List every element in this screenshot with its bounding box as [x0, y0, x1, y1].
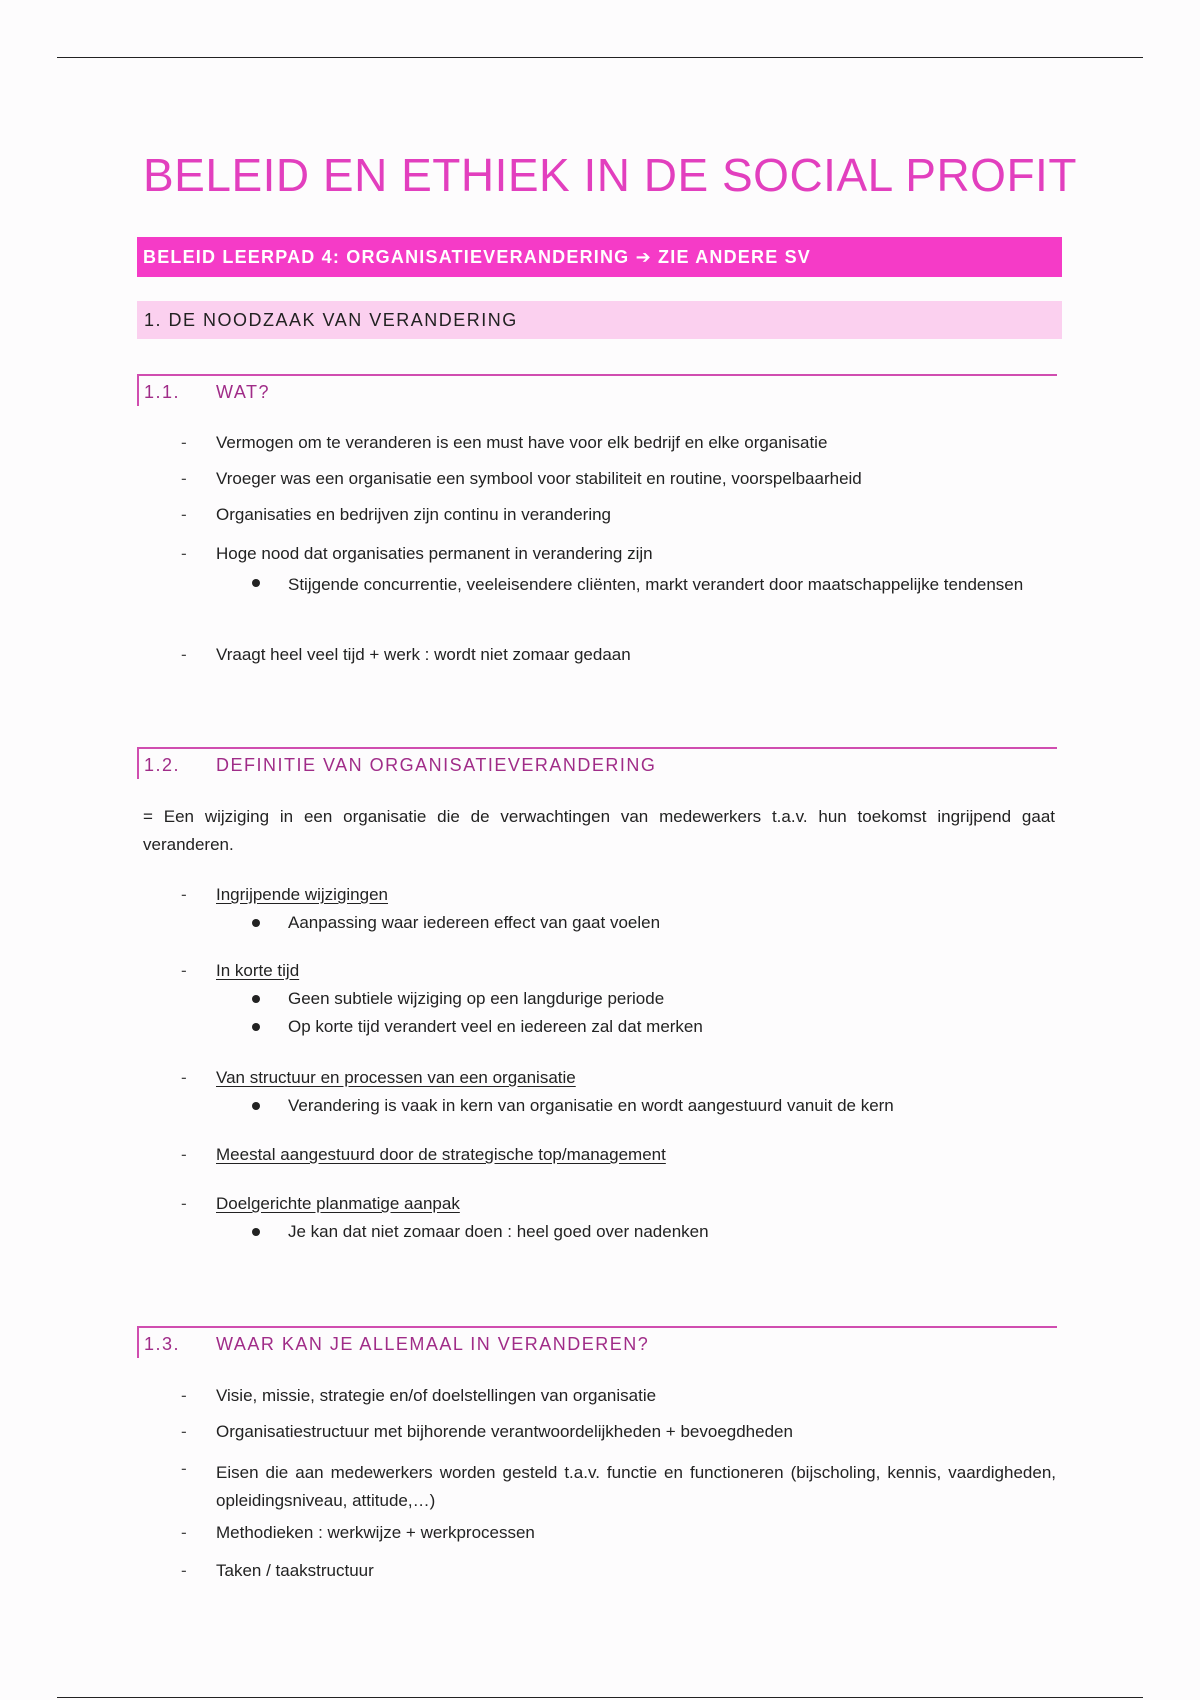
footer-rule: [57, 1697, 1143, 1698]
subheading-number: 1.2.: [144, 755, 181, 775]
dash-marker: -: [181, 1068, 187, 1087]
dash-marker: -: [181, 885, 187, 904]
list-item: Eisen die aan medewerkers worden gesteld t.a.v. functie en functioneren (bijscholing, kennis, vaardigheden, opleidingsniveau, attitude,…): [216, 1463, 1056, 1510]
bullet-icon: [252, 579, 260, 587]
list-item: Doelgerichte planmatige aanpak: [216, 1194, 460, 1213]
list-item: Vroeger was een organisatie een symbool voor stabiliteit en routine, voorspelbaarheid: [216, 469, 862, 488]
sub-list-item: Verandering is vaak in kern van organisatie en wordt aangestuurd vanuit de kern: [288, 1096, 894, 1115]
list-item: Ingrijpende wijzigingen: [216, 885, 389, 904]
dash-marker: -: [181, 505, 187, 524]
definition-text: = Een wijziging in een organisatie die de verwachtingen van medewerkers t.a.v. hun toekomst ingrijpend gaat veranderen.: [143, 807, 1055, 854]
list-item: Taken / taakstructuur: [216, 1561, 374, 1580]
subheading-title: WAT?: [216, 382, 270, 402]
dash-marker: -: [181, 433, 187, 452]
bullet-icon: [252, 1023, 260, 1031]
document-title: BELEID EN ETHIEK IN DE SOCIAL PROFIT: [143, 149, 1077, 201]
subheading-title: WAAR KAN JE ALLEMAAL IN VERANDEREN?: [216, 1334, 650, 1354]
dash-marker: -: [181, 645, 187, 664]
section-heading-1: 1. DE NOODZAAK VAN VERANDERING: [137, 301, 1062, 339]
list-item: Organisaties en bedrijven zijn continu in verandering: [216, 505, 612, 524]
subheading-number: 1.3.: [144, 1334, 181, 1354]
dash-marker: -: [181, 1194, 187, 1213]
list-item: Vraagt heel veel tijd + werk : wordt niet zomaar gedaan: [216, 645, 631, 664]
dash-marker: -: [181, 469, 187, 488]
list-item: Methodieken : werkwijze + werkprocessen: [216, 1523, 535, 1542]
list-item: In korte tijd: [216, 961, 300, 980]
dash-marker: -: [181, 1561, 187, 1580]
leerpad-banner: BELEID LEERPAD 4: ORGANISATIEVERANDERING ➔ ZIE ANDERE SV: [137, 237, 1062, 277]
sub-list-item: Stijgende concurrentie, veeleisendere cliënten, markt verandert door maatschappelijke tendensen: [288, 575, 1024, 594]
dash-marker: -: [181, 961, 187, 980]
dash-marker: -: [181, 1459, 187, 1478]
list-item: Meestal aangestuurd door de strategische top/management: [216, 1145, 666, 1164]
dash-marker: -: [181, 1523, 187, 1542]
list-item: Organisatiestructuur met bijhorende verantwoordelijkheden + bevoegdheden: [216, 1422, 793, 1441]
list-item: Visie, missie, strategie en/of doelstellingen van organisatie: [216, 1386, 657, 1405]
bullet-icon: [252, 995, 260, 1003]
sub-list-item: Op korte tijd verandert veel en iedereen zal dat merken: [288, 1017, 703, 1036]
subheading-title: DEFINITIE VAN ORGANISATIEVERANDERING: [216, 755, 657, 775]
bullet-icon: [252, 919, 260, 927]
subheading-1-3: [137, 1326, 1057, 1358]
header-rule: [57, 57, 1143, 58]
sub-list-item: Aanpassing waar iedereen effect van gaat voelen: [288, 913, 661, 932]
dash-marker: -: [181, 1145, 187, 1164]
list-item: Vermogen om te veranderen is een must have voor elk bedrijf en elke organisatie: [216, 433, 828, 452]
list-item: Hoge nood dat organisaties permanent in verandering zijn: [216, 544, 653, 563]
dash-marker: -: [181, 544, 187, 563]
dash-marker: -: [181, 1386, 187, 1405]
bullet-icon: [252, 1228, 260, 1236]
list-item: Van structuur en processen van een organisatie: [216, 1068, 576, 1087]
bullet-icon: [252, 1102, 260, 1110]
subheading-number: 1.1.: [144, 382, 181, 402]
sub-list-item: Geen subtiele wijziging op een langdurige periode: [288, 989, 665, 1008]
sub-list-item: Je kan dat niet zomaar doen : heel goed over nadenken: [288, 1222, 709, 1241]
dash-marker: -: [181, 1422, 187, 1441]
subheading-1-2: [137, 747, 1057, 779]
subheading-1-1: [137, 374, 1057, 406]
